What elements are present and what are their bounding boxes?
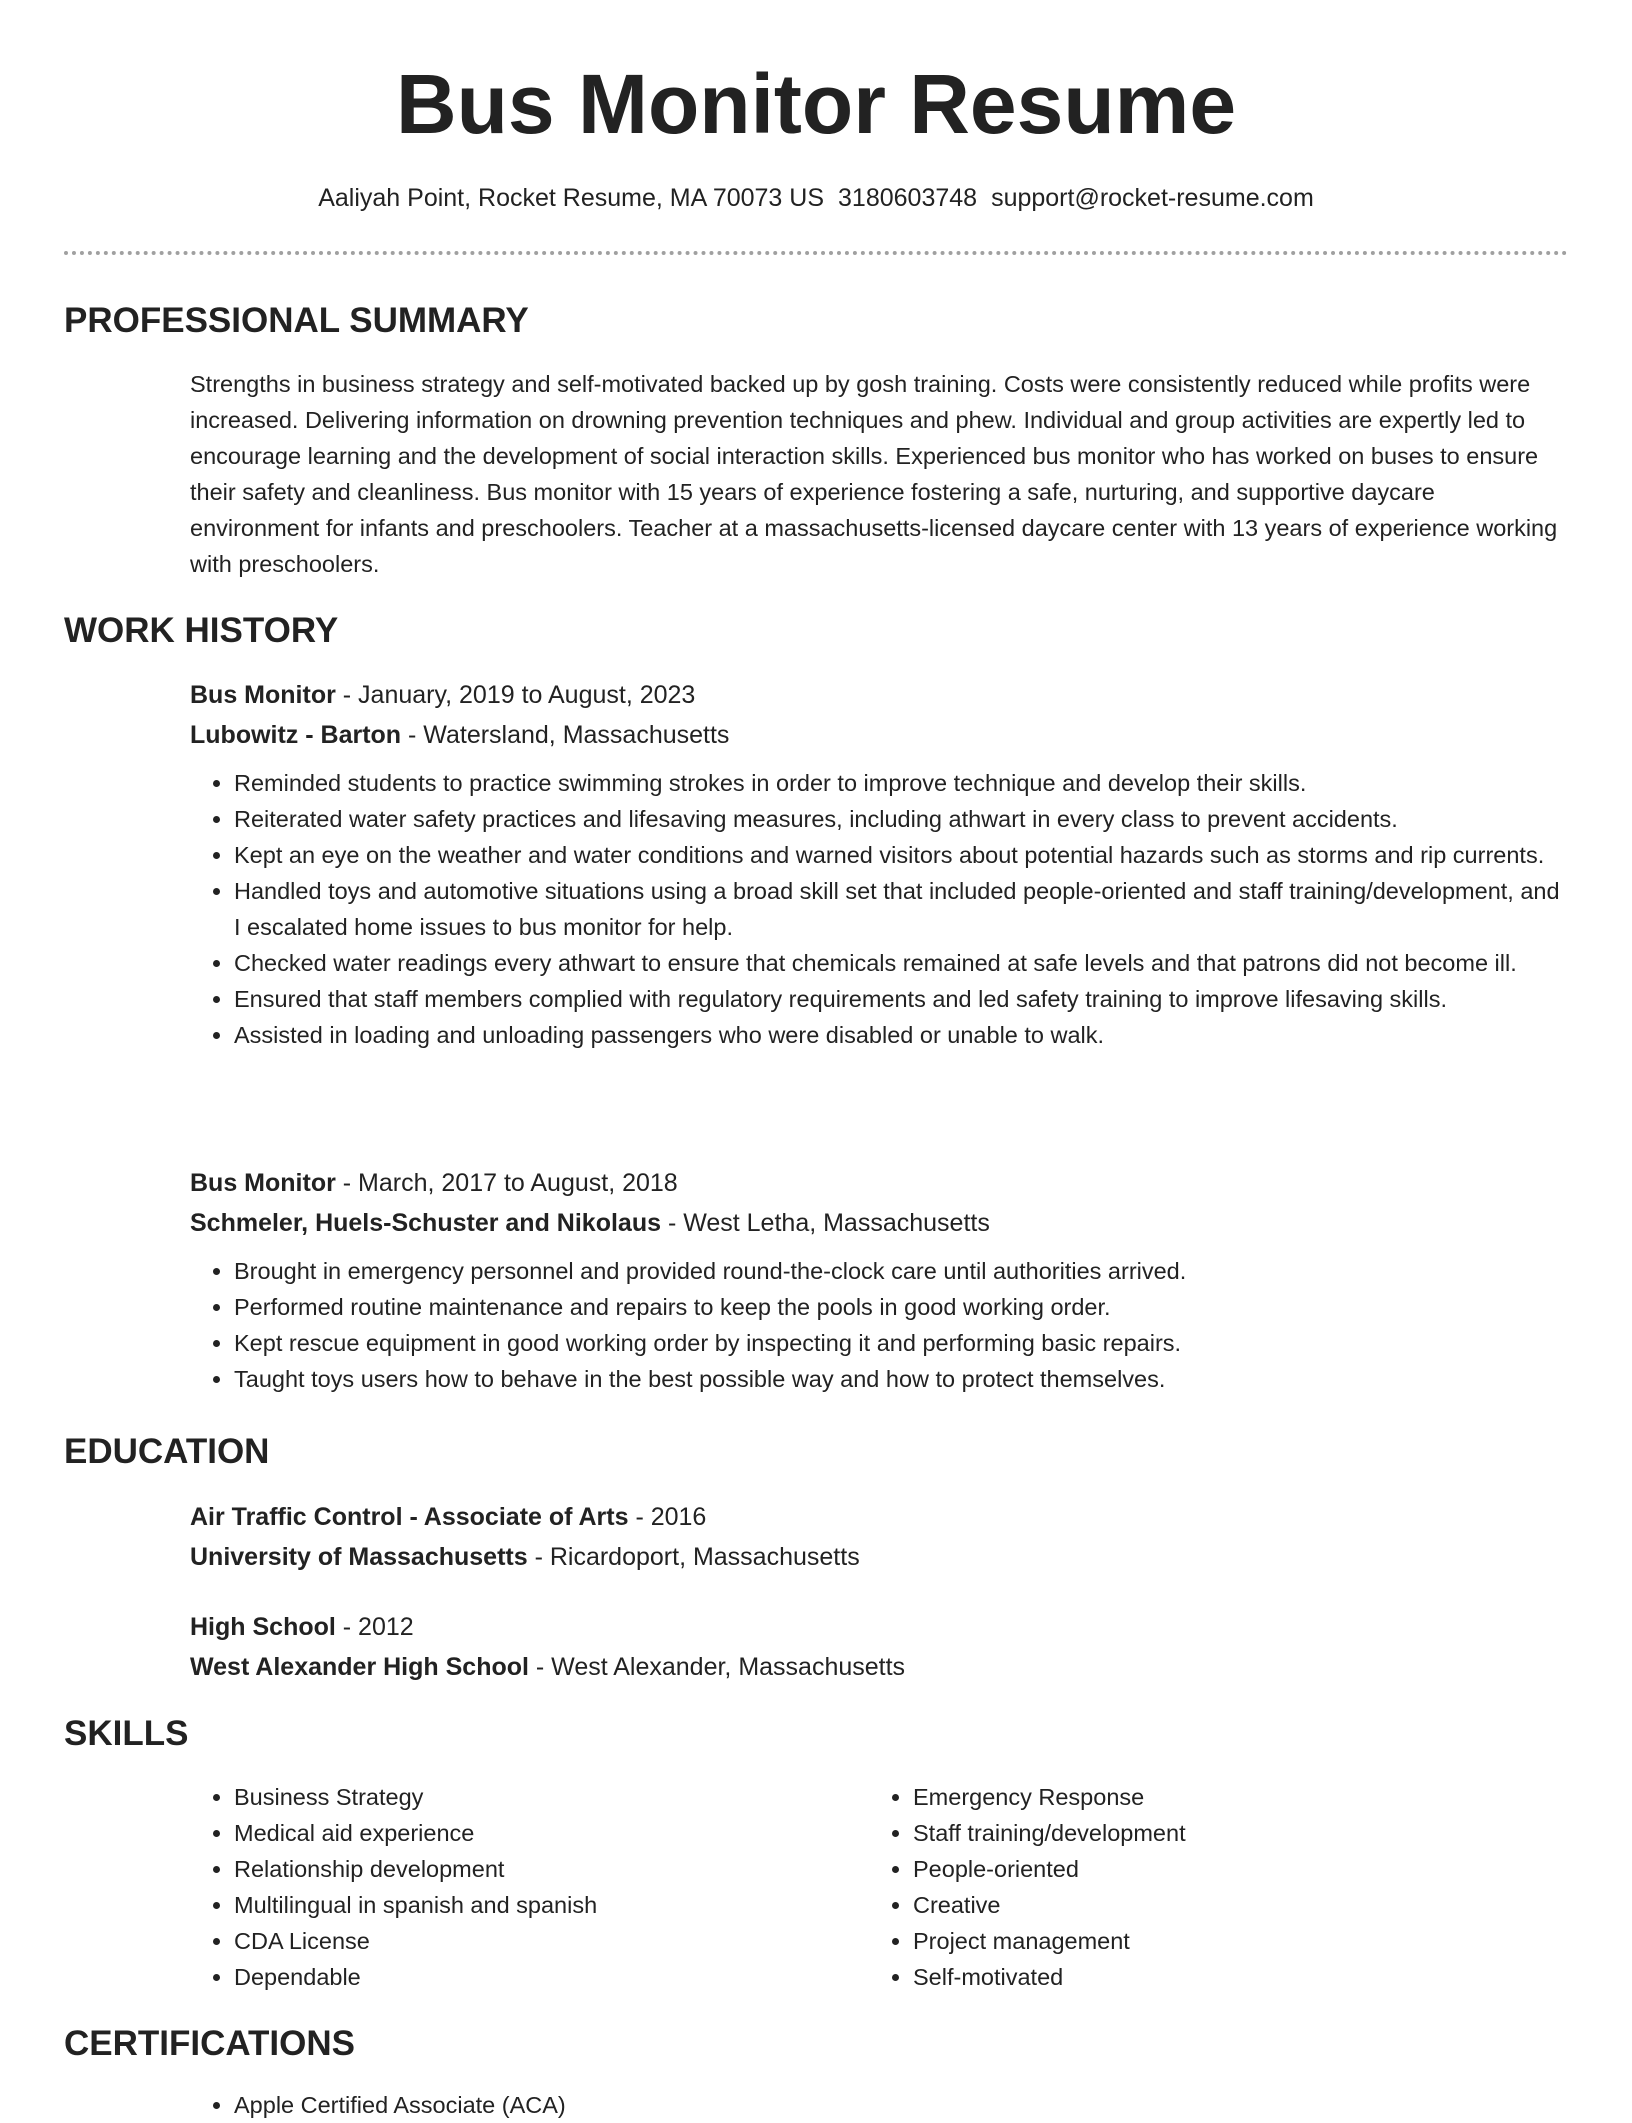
contact-address: Aaliyah Point, Rocket Resume, MA 70073 US bbox=[318, 184, 825, 212]
header-divider bbox=[64, 251, 1568, 255]
certifications-heading: CERTIFICATIONS bbox=[64, 2024, 356, 2063]
job-entry bbox=[190, 675, 1570, 1053]
edu-year: - 2012 bbox=[335, 1613, 414, 1641]
edu-degree: Air Traffic Control - Associate of Arts bbox=[190, 1503, 629, 1531]
edu-degree: High School bbox=[190, 1613, 336, 1641]
edu-degree-line bbox=[190, 1607, 1570, 1647]
education-entry bbox=[190, 1497, 1570, 1577]
job-bullet: • Taught toys users how to behave in the best possible way and how to protect themselves. bbox=[234, 1361, 1570, 1397]
job-title: Bus Monitor bbox=[190, 1169, 336, 1197]
job-dates: - March, 2017 to August, 2018 bbox=[335, 1169, 678, 1197]
contact-line bbox=[0, 180, 1632, 216]
job-title: Bus Monitor bbox=[190, 681, 336, 709]
edu-degree-line bbox=[190, 1497, 1570, 1537]
edu-school: West Alexander High School bbox=[190, 1653, 529, 1681]
job-bullet: • Checked water readings every athwart to ensure that chemicals remained at safe levels and that patrons did not become ill. bbox=[234, 945, 1570, 981]
skill-item: • People-oriented bbox=[913, 1851, 1509, 1887]
job-entry bbox=[190, 1163, 1570, 1397]
edu-school-line bbox=[190, 1537, 1570, 1577]
certifications-list bbox=[190, 2087, 1570, 2123]
skill-item: • Creative bbox=[913, 1887, 1509, 1923]
job-title-line bbox=[190, 1163, 1570, 1203]
job-company-line bbox=[190, 1203, 1570, 1243]
summary-heading: PROFESSIONAL SUMMARY bbox=[64, 301, 529, 340]
job-company: Lubowitz - Barton bbox=[190, 721, 402, 749]
job-location: - Watersland, Massachusetts bbox=[401, 721, 730, 749]
skill-item: • Dependable bbox=[234, 1959, 830, 1995]
certifications-block bbox=[190, 2087, 1570, 2123]
contact-email[interactable]: support@rocket-resume.com bbox=[991, 184, 1314, 212]
skill-item: • Relationship development bbox=[234, 1851, 830, 1887]
job-title-line bbox=[190, 675, 1570, 715]
job-bullets bbox=[190, 765, 1570, 1053]
edu-school: University of Massachusetts bbox=[190, 1543, 528, 1571]
job-location: - West Letha, Massachusetts bbox=[661, 1209, 990, 1237]
job-bullet: • Brought in emergency personnel and provided round-the-clock care until authorities arrived. bbox=[234, 1253, 1570, 1289]
skill-item: • Project management bbox=[913, 1923, 1509, 1959]
work-history-heading: WORK HISTORY bbox=[64, 611, 339, 650]
job-bullet: • Kept rescue equipment in good working order by inspecting it and performing basic repairs. bbox=[234, 1325, 1570, 1361]
skill-item: • Staff training/development bbox=[913, 1815, 1509, 1851]
education-entry bbox=[190, 1607, 1570, 1687]
certification-item: • Apple Certified Associate (ACA) bbox=[234, 2087, 1570, 2123]
job-bullet: • Kept an eye on the weather and water conditions and warned visitors about potential hazards such as storms and rip currents. bbox=[234, 837, 1570, 873]
contact-phone: 3180603748 bbox=[838, 184, 978, 212]
job-bullet: • Reiterated water safety practices and lifesaving measures, including athwart in every class to prevent accidents. bbox=[234, 801, 1570, 837]
skill-item: • Business Strategy bbox=[234, 1779, 830, 1815]
job-bullet: • Assisted in loading and unloading passengers who were disabled or unable to walk. bbox=[234, 1017, 1570, 1053]
skill-item: • CDA License bbox=[234, 1923, 830, 1959]
job-bullet: • Reminded students to practice swimming strokes in order to improve technique and develop their skills. bbox=[234, 765, 1570, 801]
skill-item: • Emergency Response bbox=[913, 1779, 1509, 1815]
job-bullet: • Performed routine maintenance and repairs to keep the pools in good working order. bbox=[234, 1289, 1570, 1325]
skills-heading: SKILLS bbox=[64, 1714, 189, 1753]
education-heading: EDUCATION bbox=[64, 1432, 270, 1471]
skills-column-right bbox=[869, 1779, 1509, 1995]
summary-text: Strengths in business strategy and self-motivated backed up by gosh training. Costs were consistently reduced while profits were increased. Delivering information on drowning prevention techniques and phew. Individual and group activities are expertly led to encourage learning and the development of social interaction skills. Experienced bus monitor who has worked on buses to ensure their safety and cleanliness. Bus monitor with 15 years of experience fostering a safe, nurturing, and supportive daycare environment for infants and preschoolers. Teacher at a massachusetts-licensed daycare center with 13 years of experience working with preschoolers. bbox=[190, 371, 1558, 577]
skills-list bbox=[190, 1779, 830, 1995]
resume-title: Bus Monitor Resume bbox=[395, 57, 1237, 151]
skill-item: • Multilingual in spanish and spanish bbox=[234, 1887, 830, 1923]
edu-location: - West Alexander, Massachusetts bbox=[528, 1653, 906, 1681]
skill-item: • Medical aid experience bbox=[234, 1815, 830, 1851]
job-company-line bbox=[190, 715, 1570, 755]
job-bullets bbox=[190, 1253, 1570, 1397]
job-bullet: • Handled toys and automotive situations using a broad skill set that included people-oriented and staff training/development, and I escalated home issues to bus monitor for help. bbox=[234, 873, 1570, 945]
skills-list bbox=[869, 1779, 1509, 1995]
edu-location: - Ricardoport, Massachusetts bbox=[527, 1543, 860, 1571]
skills-column-left bbox=[190, 1779, 830, 1995]
skill-item: • Self-motivated bbox=[913, 1959, 1509, 1995]
job-bullet: • Ensured that staff members complied with regulatory requirements and led safety training to improve lifesaving skills. bbox=[234, 981, 1570, 1017]
edu-school-line bbox=[190, 1647, 1570, 1687]
job-company: Schmeler, Huels-Schuster and Nikolaus bbox=[190, 1209, 661, 1237]
job-dates: - January, 2019 to August, 2023 bbox=[335, 681, 696, 709]
edu-year: - 2016 bbox=[628, 1503, 707, 1531]
